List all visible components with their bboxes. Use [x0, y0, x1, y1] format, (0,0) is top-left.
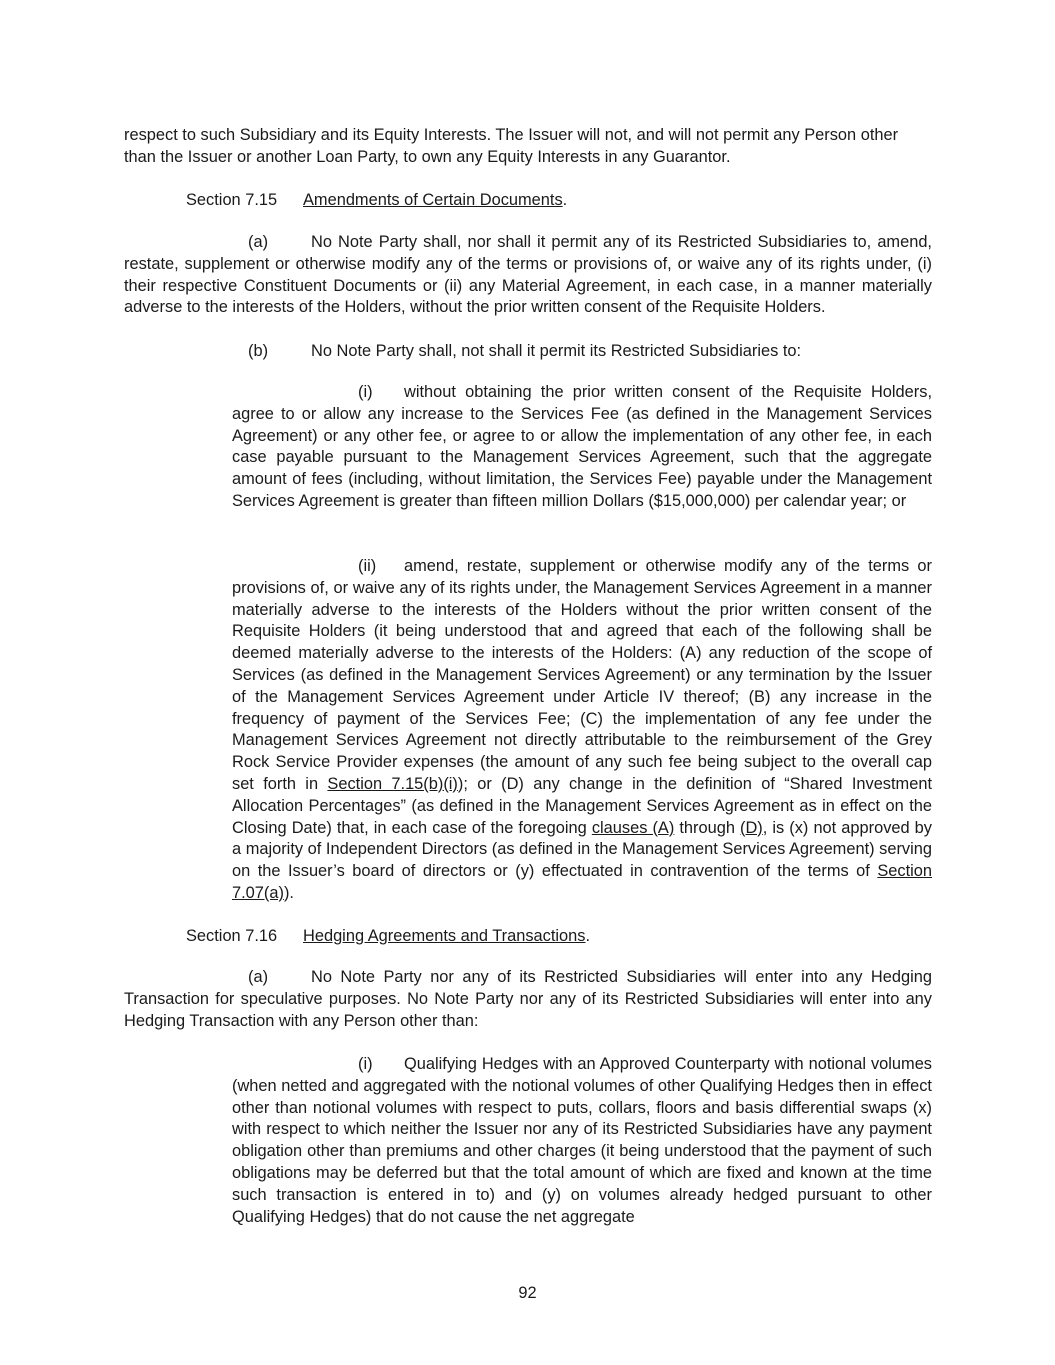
- section-7-16-heading: [186, 926, 886, 948]
- section-7-15-heading: [186, 190, 886, 212]
- cross-reference-link: (D): [740, 818, 763, 837]
- subclause-text-1: amend, restate, supplement or otherwise modify any of the terms or provisions of, or waive any of its rights under, the Management Services Agreement in a manner materially adverse to the interests of the Holders without the prior written consent of the Requisite Holders (it being understood that and agreed that each of the following shall be deemed materially adverse to the interests of the Holders: (A) any reduction of the scope of Services (as defined in the Management Services Agreement) or any termination by the Issuer of the Management Services Agreement under Article IV thereof; (B) any increase in the frequency of payment of the Services Fee; (C) the implementation of any fee under the Management Services Agreement not directly attributable to the reimbursement of the Grey Rock Service Provider expenses (the amount of any such fee being subject to the overall cap set forth in: [232, 557, 932, 793]
- section-7-15-a-paragraph: [124, 232, 932, 319]
- subclause-label: (i): [358, 1055, 373, 1073]
- clause-text: No Note Party shall, nor shall it permit any of its Restricted Subsidiaries to, amend, restate, supplement or otherwise modify any of the terms or provisions of, or waive any of its rights under, (i) their respective Constituent Documents or (ii) any Material Agreement, in each case, in a manner materially adverse to the interests of the Holders, without the prior written consent of the Requisite Holders.: [124, 233, 932, 317]
- section-title: Amendments of Certain Documents: [303, 191, 563, 209]
- subclause-label: (ii): [358, 557, 377, 575]
- clause-label: (b): [248, 342, 269, 360]
- title-suffix: .: [562, 191, 568, 209]
- section-number: Section 7.16: [186, 927, 278, 945]
- clause-text: No Note Party nor any of its Restricted Subsidiaries will enter into any Hedging Transaction for speculative purposes. No Note Party nor any of its Restricted Subsidiaries will enter into any Hedging Transaction with any Person other than:: [124, 968, 932, 1030]
- intro-paragraph: respect to such Subsidiary and its Equity Interests. The Issuer will not, and will not permit any Person other than the Issuer or another Loan Party, to own any Equity Interests in any Guarantor.: [124, 126, 899, 166]
- subclause-text: without obtaining the prior written consent of the Requisite Holders, agree to or allow any increase to the Services Fee (as defined in the Management Services Agreement) or any other fee, or agree to or allow the implementation of any other fee, in each case payable pursuant to the Management Services Agreement, such that the aggregate amount of fees (including, without limitation, the Services Fee) payable under the Management Services Agreement is greater than fifteen million Dollars ($15,000,000) per calendar year; or: [232, 383, 932, 510]
- subclause-text-5: ).: [283, 883, 294, 902]
- title-suffix: .: [585, 927, 591, 945]
- subclause-label: (i): [358, 383, 373, 401]
- cross-reference-link: Section 7.07(a): [232, 862, 932, 902]
- page-number: 92: [518, 1284, 537, 1302]
- clause-label: (a): [248, 233, 269, 251]
- subclause-text-4: , is (x) not approved by a majority of Independent Directors (as defined in the Management Services Agreement) serving on the Issuer’s board of directors or (y) effectuated in contravention of the terms of: [232, 818, 932, 881]
- section-7-16-a-i-paragraph: [232, 1054, 932, 1228]
- section-7-15-b-ii-paragraph: [232, 556, 932, 905]
- section-7-15-b-paragraph: [248, 341, 932, 363]
- clause-text: No Note Party shall, not shall it permit its Restricted Subsidiaries to:: [311, 342, 802, 360]
- subclause-text-3: through: [674, 818, 741, 837]
- clause-label: (a): [248, 968, 269, 986]
- subclause-text: Qualifying Hedges with an Approved Counterparty with notional volumes (when netted and aggregated with the notional volumes of other Qualifying Hedges then in effect other than notional volumes with respect to puts, collars, floors and basis differential swaps (x) with respect to which neither the Issuer nor any of its Restricted Subsidiaries have any payment obligation other than premiums and other charges (it being understood that the payment of such obligations may be deferred but that the total amount of which are fixed and known at the time such transaction is entered in to) and (y) on volumes already hedged pursuant to other Qualifying Hedges) that do not cause the net aggregate: [232, 1055, 932, 1226]
- cross-reference-link: clauses (A): [591, 818, 675, 837]
- subclause-text-2: ); or (D) any change in the definition of “Shared Investment Allocation Percentages” (as defined in the Management Services Agreement as in effect on the Closing Date) that, in each case of the foregoing: [232, 774, 932, 837]
- section-7-15-b-i-paragraph: [232, 382, 932, 513]
- section-number: Section 7.15: [186, 191, 278, 209]
- section-7-16-a-paragraph: [124, 967, 932, 1032]
- cross-reference-link: Section 7.15(b)(i): [327, 774, 458, 793]
- section-title: Hedging Agreements and Transactions: [303, 927, 586, 945]
